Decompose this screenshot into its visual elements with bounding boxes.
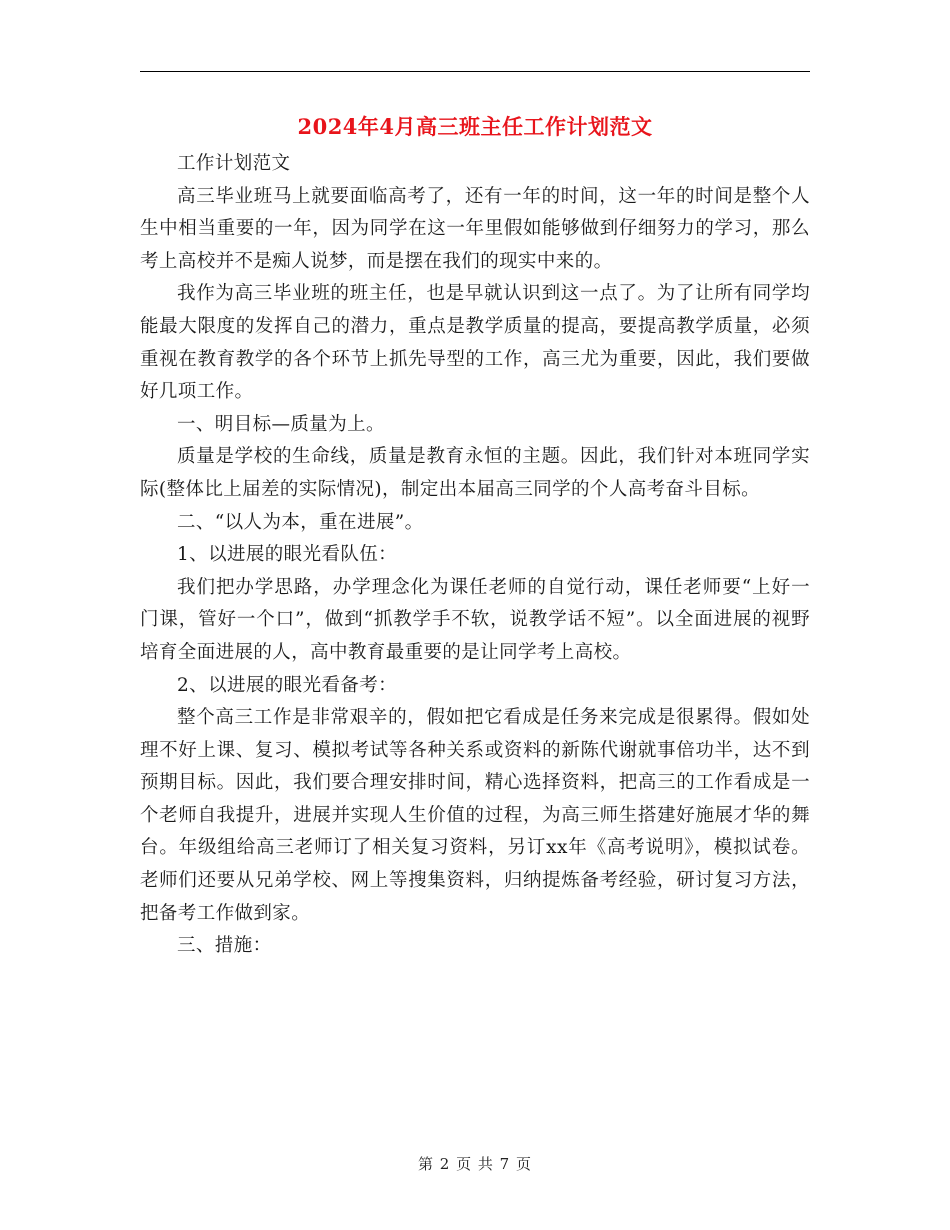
page-number-footer: 第 2 页 共 7 页 bbox=[418, 1155, 532, 1173]
paragraph: 质量是学校的生命线，质量是教育永恒的主题。因此，我们针对本班同学实际(整体比上届差的实际情况)，制定出本届高三同学的个人高考奋斗目标。 bbox=[140, 446, 810, 500]
section-heading: 二、“以人为本，重在进展”。 bbox=[177, 511, 424, 533]
paragraph: 我作为高三毕业班的班主任，也是早就认识到这一点了。为了让所有同学均能最大限度的发挥自己的潜力，重点是教学质量的提高，要提高教学质量，必须重视在教育教学的各个环节上抓先导型的工作，高三尤为重要，因此，我们要做好几项工作。 bbox=[140, 283, 810, 403]
paragraph-subtitle: 工作计划范文 bbox=[177, 153, 291, 174]
subsection-heading: 1、以进展的眼光看队伍： bbox=[177, 544, 398, 566]
paragraph: 我们把办学思路，办学理念化为课任老师的自觉行动，课任老师要“上好一门课，管好一个口”，做到“抓教学手不软，说教学话不短”。以全面进展的视野培育全面进展的人，高中教育最重要的是让同学考上高校。 bbox=[140, 576, 810, 663]
paragraph: 整个高三工作是非常艰辛的，假如把它看成是任务来完成是很累得。假如处理不好上课、复习、模拟考试等各种关系或资料的新陈代谢就事倍功半，达不到预期目标。因此，我们要合理安排时间，精心选择资料，把高三的工作看成是一个老师自我提升，进展并实现人生价值的过程，为高三师生搭建好施展才华的舞台。年级组给高三老师订了相关复习资料，另订xx年《高考说明》，模拟试卷。老师们还要从兄弟学校、网上等搜集资料，归纳提炼备考经验，研讨复习方法，把备考工作做到家。 bbox=[140, 707, 810, 924]
header-rule bbox=[140, 71, 810, 72]
paragraph: 高三毕业班马上就要面临高考了，还有一年的时间，这一年的时间是整个人生中相当重要的一年，因为同学在这一年里假如能够做到仔细努力的学习，那么考上高校并不是痴人说梦，而是摆在我们的现实中来的。 bbox=[140, 185, 810, 272]
document-body bbox=[140, 148, 810, 963]
document-title: 2024年4月高三班主任工作计划范文 bbox=[297, 114, 653, 139]
section-heading: 三、措施： bbox=[177, 935, 272, 957]
section-heading: 一、明目标—质量为上。 bbox=[177, 413, 385, 435]
subsection-heading: 2、以进展的眼光看备考： bbox=[177, 674, 398, 696]
